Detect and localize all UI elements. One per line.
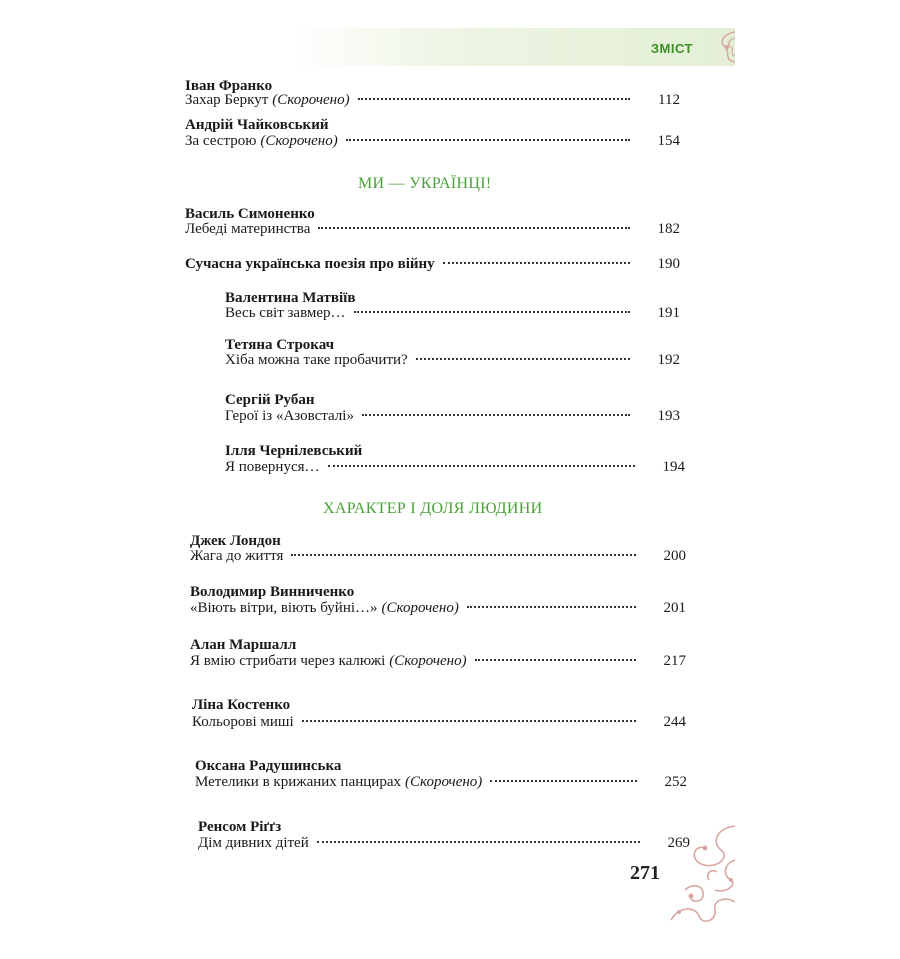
author-symonenko: Василь Симоненко xyxy=(185,206,315,222)
entry-note: (Скорочено) xyxy=(260,133,338,149)
toc-entry-svit[interactable] xyxy=(225,305,680,322)
entry-title: Метелики в крижаних панцирах xyxy=(195,774,401,790)
entry-note: (Скорочено) xyxy=(389,653,467,669)
entry-title: Я вмію стрибати через калюжі xyxy=(190,653,386,669)
entry-page: 192 xyxy=(657,352,680,368)
toc-entry-probachyty[interactable] xyxy=(225,352,680,369)
entry-page: 201 xyxy=(663,600,686,616)
entry-title: Я повернуся… xyxy=(225,459,320,475)
author-strokach: Тетяна Строкач xyxy=(225,337,335,353)
toc-entry-zhaha[interactable] xyxy=(190,548,686,565)
entry-page: 190 xyxy=(657,256,680,272)
entry-note: (Скорочено) xyxy=(272,92,350,108)
dot-leader xyxy=(318,226,630,229)
toc-entry-myshi[interactable] xyxy=(192,714,686,731)
section-heading-kharakter: ХАРАКТЕР І ДОЛЯ ЛЮДИНИ xyxy=(323,500,543,517)
author-kostenko: Ліна Костенко xyxy=(192,697,291,713)
dot-leader xyxy=(317,840,640,843)
dot-leader xyxy=(354,310,630,313)
dot-leader xyxy=(358,97,630,100)
entry-title: За сестрою xyxy=(185,133,257,149)
entry-title: Сучасна українська поезія про війну xyxy=(185,256,435,272)
entry-title: Лебеді материнства xyxy=(185,221,311,237)
entry-title: Жага до життя xyxy=(190,548,284,564)
entry-page: 193 xyxy=(657,408,680,424)
entry-page: 217 xyxy=(663,653,686,669)
author-riggs: Ренсом Ріґґз xyxy=(198,819,282,835)
author-radushynska: Оксана Радушинська xyxy=(195,758,342,774)
dot-leader xyxy=(467,605,636,608)
entry-title: Герої із «Азовсталі» xyxy=(225,408,354,424)
dot-leader xyxy=(302,719,636,722)
entry-title: Кольорові миші xyxy=(192,714,294,730)
author-franko: Іван Франко xyxy=(185,78,273,94)
toc-entry-sestra[interactable] xyxy=(185,133,680,150)
entry-page: 112 xyxy=(658,92,680,108)
dot-leader xyxy=(443,261,630,264)
entry-page: 182 xyxy=(657,221,680,237)
toc-entry-povernusia[interactable] xyxy=(225,459,685,476)
dot-leader xyxy=(416,357,630,360)
header-title: ЗМІСТ xyxy=(650,41,693,56)
entry-page: 191 xyxy=(657,305,680,321)
entry-page: 269 xyxy=(667,835,690,851)
toc-entry-vitry[interactable] xyxy=(190,600,686,617)
toc-entry-berkut[interactable] xyxy=(185,92,680,109)
dot-leader xyxy=(362,413,630,416)
toc-entry-lebedi[interactable] xyxy=(185,221,680,238)
toc-entry-dim[interactable] xyxy=(198,835,690,852)
section-heading-my-ukraintsi: МИ — УКРАЇНЦІ! xyxy=(358,175,492,192)
entry-title: Дім дивних дітей xyxy=(198,835,309,851)
dot-leader xyxy=(490,779,637,782)
author-chernilevskyi: Ілля Чернілевський xyxy=(225,443,363,459)
entry-title: Весь світ завмер… xyxy=(225,305,346,321)
author-london: Джек Лондон xyxy=(190,533,281,549)
entry-page: 200 xyxy=(663,548,686,564)
entry-title: «Віють вітри, віють буйні…» xyxy=(190,600,378,616)
dot-leader xyxy=(291,553,636,556)
entry-page: 244 xyxy=(663,714,686,730)
entry-note: (Скорочено) xyxy=(381,600,459,616)
toc-entry-kaliuzhi[interactable] xyxy=(190,653,686,670)
entry-note: (Скорочено) xyxy=(405,774,483,790)
page-number: 271 xyxy=(630,862,660,884)
entry-title: Захар Беркут xyxy=(185,92,269,108)
author-matviiv: Валентина Матвіїв xyxy=(225,290,356,306)
dot-leader xyxy=(346,138,630,141)
entry-title: Хіба можна таке пробачити? xyxy=(225,352,408,368)
author-chaikovskyi: Андрій Чайковський xyxy=(185,117,329,133)
author-vynnychenko: Володимир Винниченко xyxy=(190,584,355,600)
dot-leader xyxy=(475,658,636,661)
entry-page: 154 xyxy=(657,133,680,149)
entry-page: 252 xyxy=(664,774,687,790)
dot-leader xyxy=(328,464,635,467)
corner-ornament-icon xyxy=(665,820,737,930)
toc-entry-poeziia[interactable] xyxy=(185,256,680,273)
author-ruban: Сергій Рубан xyxy=(225,392,315,408)
author-marshall: Алан Маршалл xyxy=(190,637,297,653)
entry-page: 194 xyxy=(662,459,685,475)
toc-entry-heroi[interactable] xyxy=(225,408,680,425)
toc-entry-metelyky[interactable] xyxy=(195,774,687,791)
